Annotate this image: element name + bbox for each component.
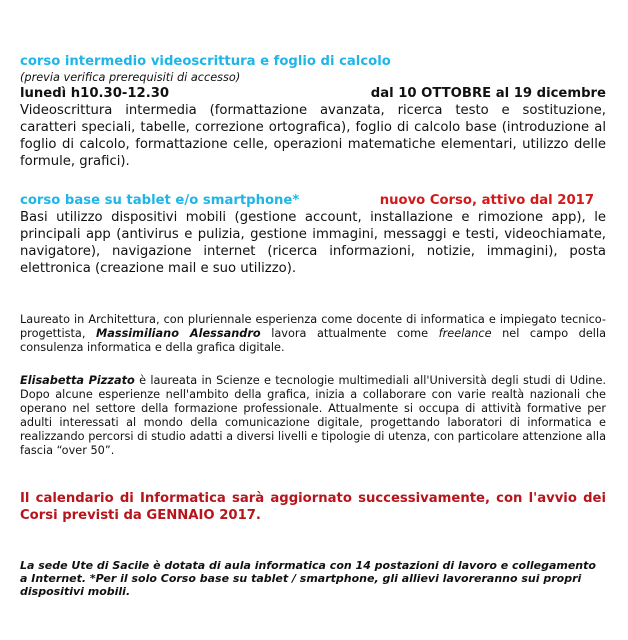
course1-schedule: lunedì h10.30-12.30: [20, 86, 170, 101]
calendar-notice: Il calendario di Informatica sarà aggiornato successivamente, con l'avvio dei Corsi previsti da GENNAIO 2017.: [20, 491, 606, 523]
course2-title-row: [20, 192, 606, 209]
course2-title: corso base su tablet e/o smartphone*: [20, 193, 300, 208]
bio1-part2: lavora attualmente come: [271, 327, 429, 340]
notice-section: [20, 490, 606, 524]
bio2-section: [20, 374, 606, 458]
bio1-part1: Laureato in Architettura, con pluriennale esperienza come docente di informatica e impiegato tecnico-progettista,: [20, 313, 606, 340]
footer-note: La sede Ute di Sacile è dotata di aula informatica con 14 postazioni di lavoro e collegamento a Internet. *Per il solo Corso base su tablet / smartphone, gli allievi lavoreranno sui propri dispositivi mobili.: [20, 559, 596, 598]
course1-note: (previa verifica prerequisiti di accesso): [20, 71, 241, 84]
bio2-name: Elisabetta Pizzato: [20, 374, 135, 387]
course2-description: Basi utilizzo dispositivi mobili (gestione account, installazione e rimozione app), le principali app (antivirus e pulizia, gestione immagini, messaggi e testi, videochiamate, navigatore), navigazione internet (ricerca informazioni, notizie, immagini), posta elettronica (creazione mail e suo utilizzo).: [20, 210, 606, 276]
bio2-paragraph: [20, 374, 606, 458]
footer-section: [20, 559, 606, 598]
course2-badge: nuovo Corso, attivo dal 2017: [379, 193, 594, 208]
bio1-part3: nel campo della consulenza informatica e della grafica digitale.: [20, 327, 607, 354]
bio2-text: è laureata in Scienze e tecnologie multimediali all'Università degli studi di Udine. Dopo alcune esperienze nell'ambito della grafica, inizia a collaborare con varie realtà nazionali che operano nel settore della formazione professionale. Attualmente si occupa di attività formative per adulti interessati al mondo della comunicazione digitale, progettando laboratori di informatica e realizzando percorsi di studio adatti a diversi livelli e tipologie di utenza, con particolare attenzione alla fascia “over 50”.: [20, 374, 606, 457]
bio1-paragraph: [20, 313, 606, 355]
bio1-name: Massimiliano Alessandro: [95, 327, 261, 340]
course1-section: [20, 53, 606, 170]
course1-dates: dal 10 OTTOBRE al 19 dicembre: [370, 86, 606, 101]
course1-description: Videoscrittura intermedia (formattazione avanzata, ricerca testo e sostituzione, caratteri speciali, tabelle, correzione ortografica), foglio di calcolo base (introduzione al foglio di calcolo, formattazione celle, operazioni matematiche elementari, utilizzo delle formule, grafici).: [20, 103, 606, 169]
bio1-section: [20, 313, 606, 355]
bio1-freelance: freelance: [438, 327, 492, 340]
course1-title: corso intermedio videoscrittura e foglio di calcolo: [20, 54, 391, 69]
course2-section: [20, 192, 606, 277]
course1-schedule-row: [20, 85, 606, 102]
